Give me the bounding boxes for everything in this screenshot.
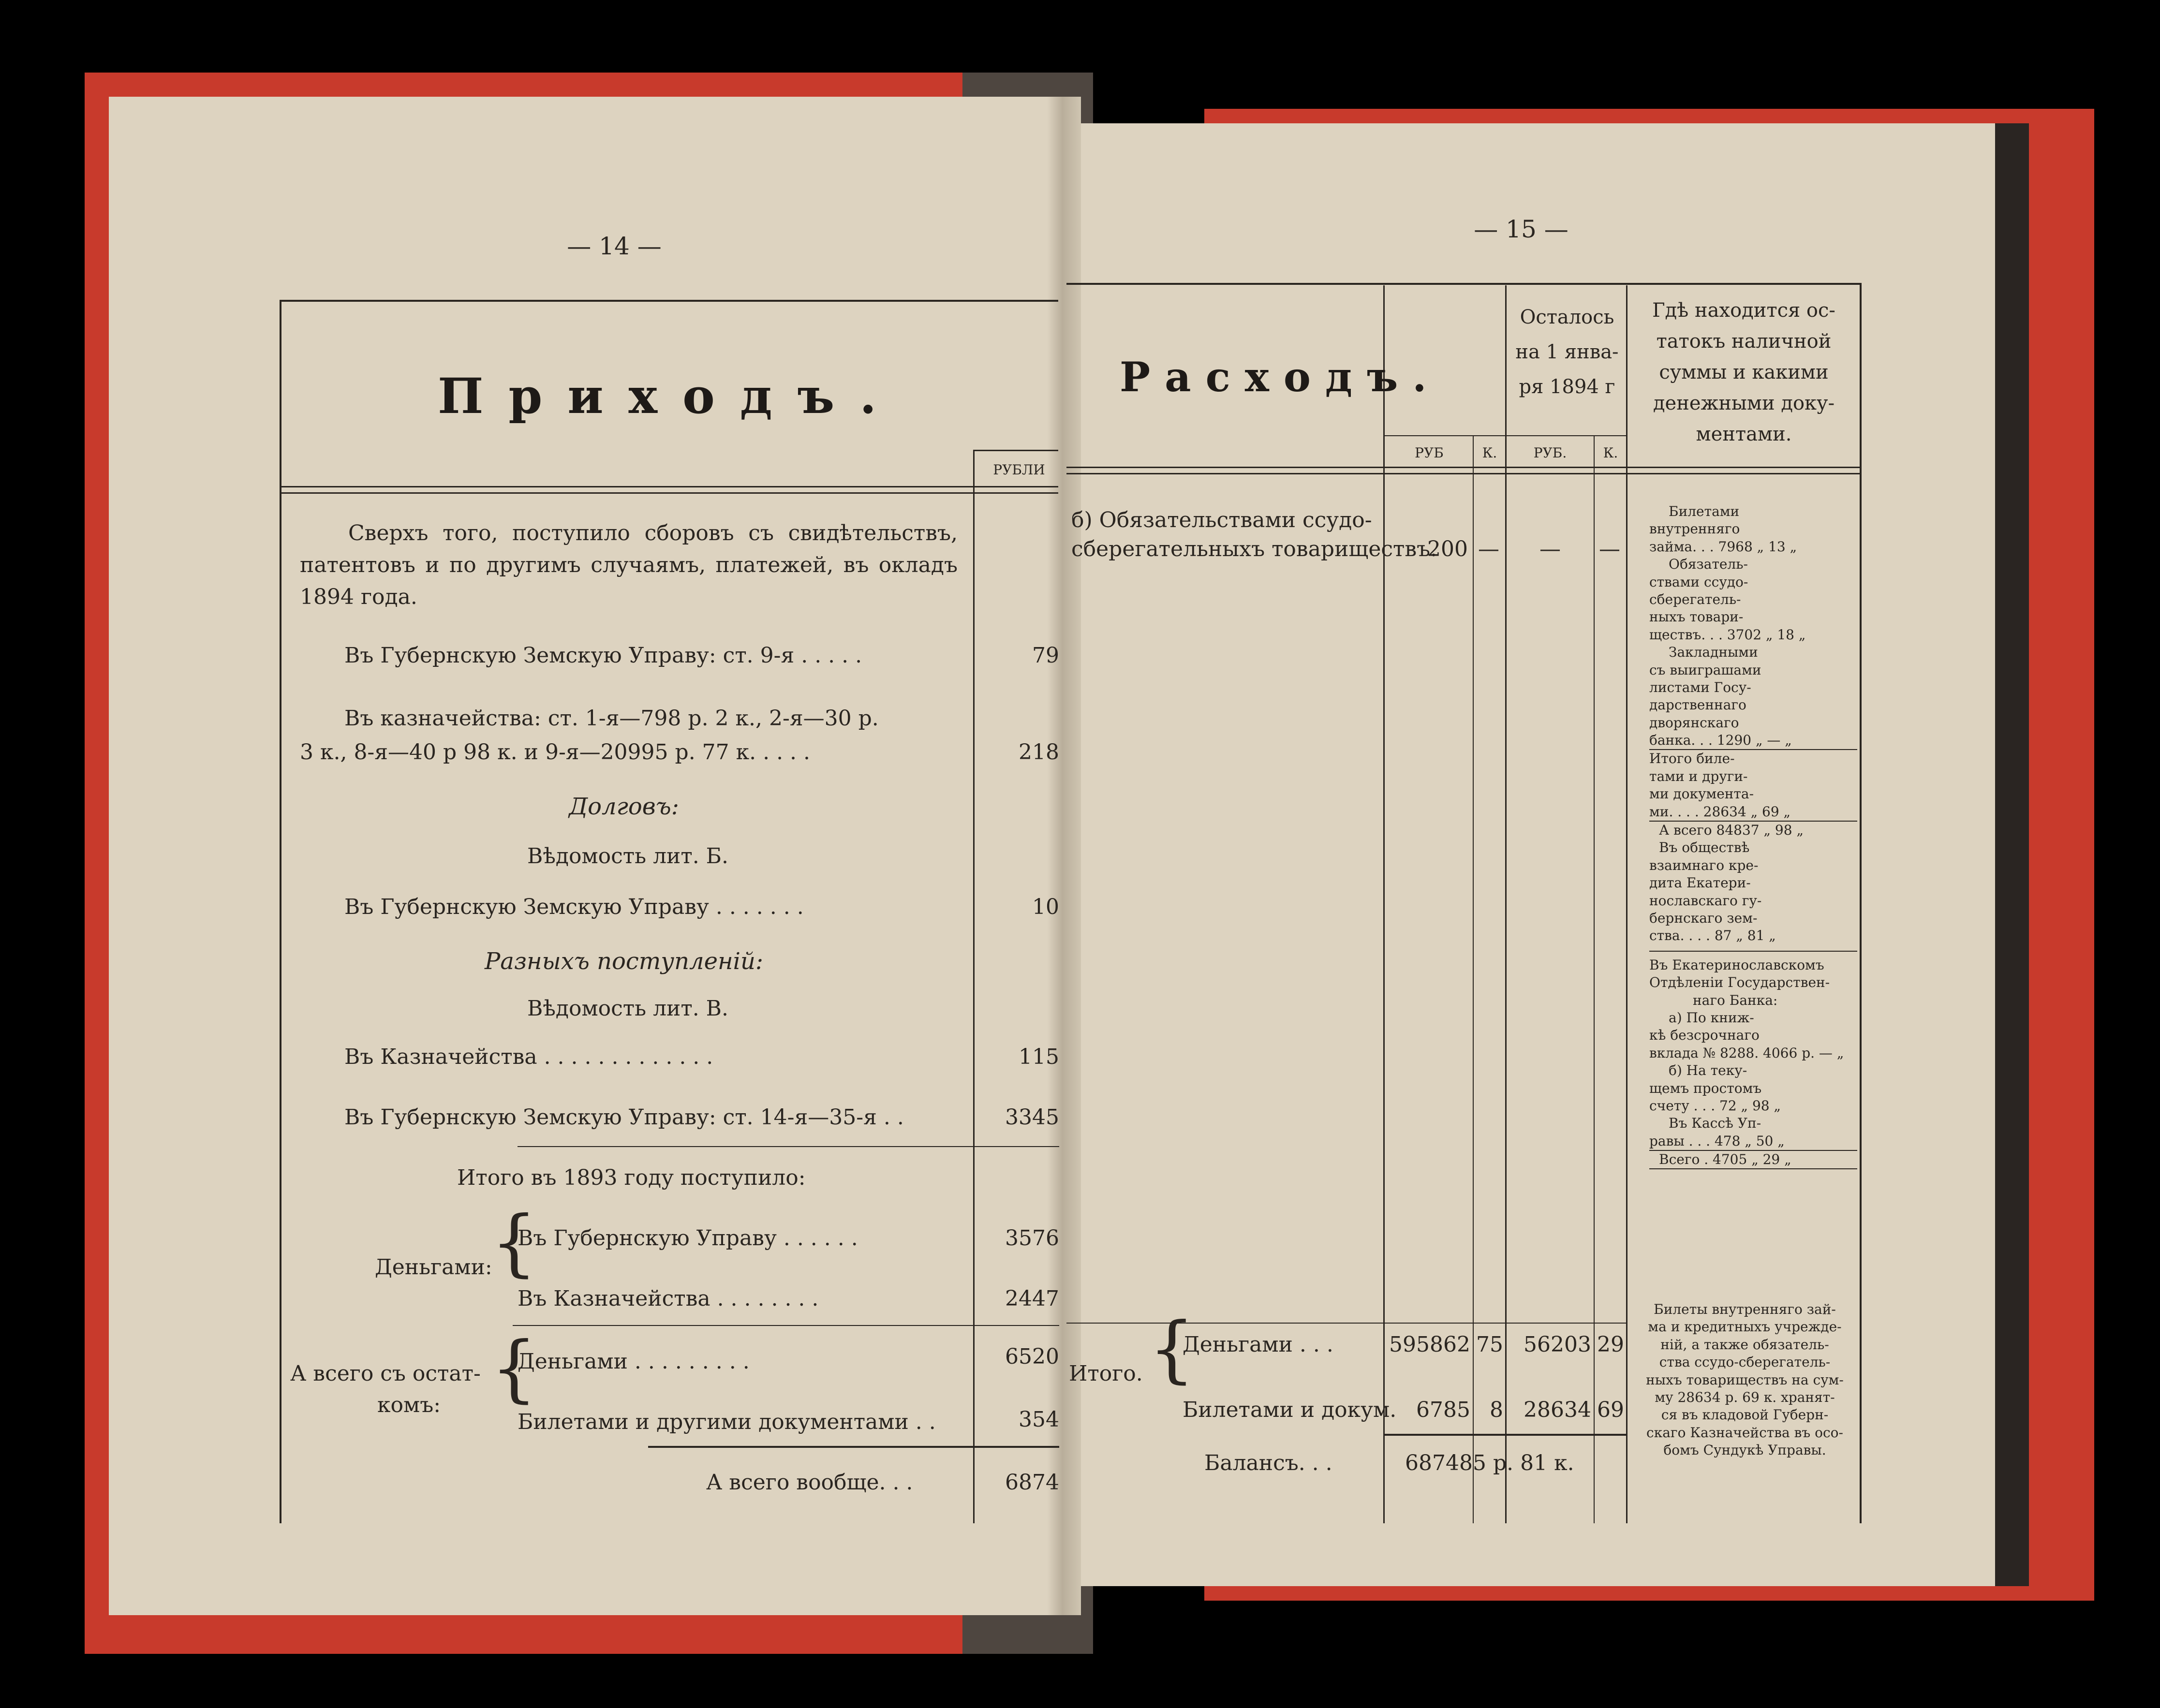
note-line: съ выиграшами: [1649, 662, 1761, 678]
right-table-right-rule: [1860, 283, 1862, 1523]
note-line: банка. . . 1290 „ — „: [1649, 732, 1857, 750]
remaining-header-line: на 1 янва-: [1515, 341, 1619, 363]
money-row-label: Въ Казначейства . . . . . . . .: [518, 1286, 819, 1311]
where-header-line: суммы и какими: [1659, 361, 1829, 383]
row-b-k2: —: [1599, 537, 1620, 561]
left-head-rule-2: [280, 492, 1058, 494]
note-line: займа. . . 7968 „ 13 „: [1649, 538, 1797, 555]
right-col-rule-k: [1473, 435, 1474, 1523]
total-row-rub: 595862: [1389, 1332, 1470, 1357]
note-line: щемъ простомъ: [1649, 1080, 1762, 1096]
left-page-number: — 14 —: [567, 232, 662, 260]
remainder-label-1: А всего съ остат-: [290, 1361, 481, 1386]
k-column-header: К.: [1482, 445, 1497, 461]
note-line: Билетами: [1669, 503, 1740, 519]
note-line: Отдѣленіи Государствен-: [1649, 974, 1830, 991]
book-gutter: [1047, 97, 1081, 1615]
remainder-label-2: комъ:: [377, 1393, 441, 1417]
note-line: Закладными: [1669, 644, 1758, 661]
debts-section-heading: Долговъ:: [569, 793, 679, 820]
right-total-label: Итого.: [1069, 1361, 1143, 1386]
right-total-brace: {: [1149, 1307, 1195, 1391]
misc-row-value: 3345: [1005, 1105, 1059, 1130]
k-column-header-2: К.: [1603, 445, 1618, 461]
storage-note-line: ныхъ товариществъ на сум-: [1646, 1371, 1844, 1388]
total-row-label: Билетами и докум.: [1183, 1398, 1397, 1422]
row-b-k: —: [1478, 537, 1499, 561]
money-row-label: Въ Губернскую Управу . . . . . .: [518, 1226, 858, 1251]
column-rubli-header: РУБЛИ: [993, 462, 1045, 478]
right-head-rule-1: [1066, 467, 1860, 468]
right-table-top-rule: [1066, 283, 1860, 285]
note-line: дита Екатери-: [1649, 875, 1751, 891]
note-line: Въ обществѣ: [1659, 839, 1750, 856]
balance-label: Балансъ. . .: [1204, 1451, 1332, 1475]
note-line: Въ Екатеринославскомъ: [1649, 957, 1824, 973]
note-line: тами и други-: [1649, 768, 1748, 784]
misc-row-value: 115: [1019, 1045, 1059, 1069]
remaining-column-header: [1507, 300, 1627, 404]
right-balance-rule: [1383, 1434, 1627, 1436]
statement-b-heading: Вѣдомость лит. Б.: [527, 844, 729, 869]
total-row-k2: 29: [1597, 1332, 1624, 1357]
note-line: ми документа-: [1649, 786, 1754, 802]
money-label: Деньгами:: [375, 1255, 492, 1280]
left-rubli-column-rule: [973, 450, 975, 1523]
rub-column-header-2: РУБ.: [1533, 445, 1567, 461]
note-line: равы . . . 478 „ 50 „: [1649, 1133, 1857, 1151]
remainder-row-label: Деньгами . . . . . . . . .: [518, 1349, 750, 1374]
left-head-rule-1: [280, 486, 1058, 487]
where-notes: [1649, 503, 1857, 1169]
left-page-title: Приходъ.: [438, 368, 902, 425]
note-line: счету . . . 72 „ 98 „: [1649, 1097, 1781, 1114]
money-brace: {: [491, 1201, 537, 1285]
note-line: бернскаго зем-: [1649, 910, 1758, 926]
where-header-line: татокъ наличной: [1656, 330, 1832, 353]
row-b-rub: 200: [1427, 537, 1468, 561]
where-header-line: ментами.: [1696, 423, 1792, 445]
rub-column-header: РУБ: [1415, 445, 1444, 461]
remainder-row-label: Билетами и другими документами . .: [518, 1410, 936, 1434]
misc-section-heading: Разныхъ поступленій:: [484, 948, 764, 975]
remainder-row-value: 354: [1019, 1407, 1059, 1432]
storage-note-line: ма и кредитныхъ учрежде-: [1648, 1319, 1842, 1335]
storage-note-line: бомъ Сундукѣ Управы.: [1663, 1442, 1826, 1458]
total-row-k2: 69: [1597, 1398, 1624, 1422]
storage-note: [1632, 1301, 1857, 1459]
remainder-row-value: 6520: [1005, 1344, 1059, 1369]
storage-note-line: ся въ кладовой Губерн-: [1661, 1407, 1829, 1423]
right-page-number: — 15 —: [1474, 215, 1568, 243]
row-b-label-1: б) Обязательствами ссудо-: [1071, 508, 1372, 532]
note-line: листами Госу-: [1649, 679, 1751, 695]
misc-row-label: Въ Губернскую Земскую Управу: ст. 14-я—35-я . .: [344, 1105, 904, 1130]
remaining-header-line: ря 1894 г: [1519, 376, 1615, 398]
grand-total-label: А всего вообще. . .: [706, 1470, 913, 1495]
left-grand-total-rule: [648, 1446, 1059, 1448]
left-subtotal-rule: [518, 1146, 1059, 1147]
total-row-rub2: 56203: [1524, 1332, 1591, 1357]
storage-note-line: скаго Казначейства въ осо-: [1646, 1424, 1843, 1441]
income-row-value: 79: [1032, 643, 1059, 668]
left-remainder-rule: [513, 1325, 1059, 1326]
note-line: а) По книж-: [1669, 1009, 1754, 1026]
row-b-label-2: сберегательныхъ товариществъ.: [1071, 537, 1437, 561]
note-line: дарственнаго: [1649, 697, 1746, 713]
where-column-header: [1629, 295, 1859, 450]
note-line: вклада № 8288. 4066 р. — „: [1649, 1045, 1844, 1061]
left-rubli-head-rule: [973, 450, 1058, 451]
balance-value: 687485 р. 81 к.: [1405, 1451, 1574, 1475]
where-header-line: денежными доку-: [1653, 392, 1835, 414]
note-line: дворянскаго: [1649, 714, 1739, 731]
left-table-left-rule: [280, 300, 281, 1523]
right-head-rule-2: [1066, 473, 1860, 474]
note-line: нославскаго гу-: [1649, 892, 1762, 909]
right-page-title: Расходъ.: [1120, 353, 1441, 401]
note-line: б) На теку-: [1669, 1062, 1747, 1079]
right-col-rule-k2: [1594, 435, 1595, 1523]
note-line: взаимнаго кре-: [1649, 857, 1759, 873]
storage-note-line: му 28634 р. 69 к. хранят-: [1655, 1389, 1835, 1405]
left-intro-paragraph: Сверхъ того, поступило сборовъ съ свидѣтельствъ, патентовъ и по другимъ случаямъ, платежей, въ окладъ 1894 года.: [300, 521, 958, 609]
storage-note-line: Билеты внутренняго зай-: [1654, 1301, 1836, 1317]
note-line: наго Банка:: [1693, 992, 1778, 1008]
note-line: кѣ безсрочнаго: [1649, 1027, 1760, 1044]
income-row-label: Въ Губернскую Земскую Управу: ст. 9-я . . . . .: [344, 643, 862, 668]
storage-note-line: ства ссудо-сберегатель-: [1659, 1354, 1831, 1370]
right-col-rule-rub: [1383, 285, 1385, 1523]
note-line: Всего . 4705 „ 29 „: [1649, 1151, 1857, 1169]
remaining-header-line: Осталось: [1520, 306, 1614, 328]
total-row-label: Деньгами . . .: [1183, 1332, 1333, 1357]
row-b-rub2: —: [1539, 537, 1561, 561]
money-row-value: 2447: [1005, 1286, 1059, 1311]
storage-note-line: ній, а также обязатель-: [1660, 1336, 1829, 1353]
debts-row-label: Въ Губернскую Земскую Управу . . . . . . .: [344, 895, 804, 919]
right-col-rule-where: [1626, 285, 1627, 1523]
total-row-rub: 6785: [1416, 1398, 1470, 1422]
note-line: Обязатель-: [1669, 556, 1748, 573]
note-line: Въ Кассѣ Уп-: [1669, 1115, 1761, 1132]
note-line: сберегатель-: [1649, 591, 1741, 607]
total-row-rub2: 28634: [1524, 1398, 1591, 1422]
right-subhead-rule: [1383, 435, 1627, 436]
where-header-line: Гдѣ находится ос-: [1652, 299, 1835, 322]
total-row-k: 8: [1490, 1398, 1503, 1422]
statement-v-heading: Вѣдомость лит. В.: [527, 996, 729, 1021]
note-line: ства. . . . 87 „ 81 „: [1649, 927, 1857, 951]
page-edge: [1995, 123, 2029, 1586]
note-line: ществъ. . . 3702 „ 18 „: [1649, 626, 1806, 643]
treasury-row-label-1: Въ казначейства: ст. 1-я—798 р. 2 к., 2-я—30 р.: [344, 706, 879, 731]
note-line: ныхъ товари-: [1649, 609, 1744, 625]
note-line: ми. . . . 28634 „ 69 „: [1649, 803, 1857, 822]
misc-row-label: Въ Казначейства . . . . . . . . . . . . .: [344, 1045, 713, 1069]
left-table-top-rule: [280, 300, 1058, 302]
note-line: внутренняго: [1649, 521, 1740, 537]
note-line: А всего 84837 „ 98 „: [1659, 822, 1804, 839]
total-row-k: 75: [1476, 1332, 1503, 1357]
grand-total-value: 6874: [1005, 1470, 1059, 1495]
total-1893-heading: Итого въ 1893 году поступило:: [457, 1165, 806, 1190]
treasury-row-value: 218: [1019, 740, 1059, 765]
debts-row-value: 10: [1032, 895, 1059, 919]
treasury-row-label-2: 3 к., 8-я—40 р 98 к. и 9-я—20995 р. 77 к. . . . .: [300, 740, 811, 765]
note-line: ствами ссудо-: [1649, 574, 1748, 590]
note-line: Итого биле-: [1649, 751, 1735, 767]
remainder-brace: {: [491, 1326, 537, 1411]
money-row-value: 3576: [1005, 1226, 1059, 1251]
